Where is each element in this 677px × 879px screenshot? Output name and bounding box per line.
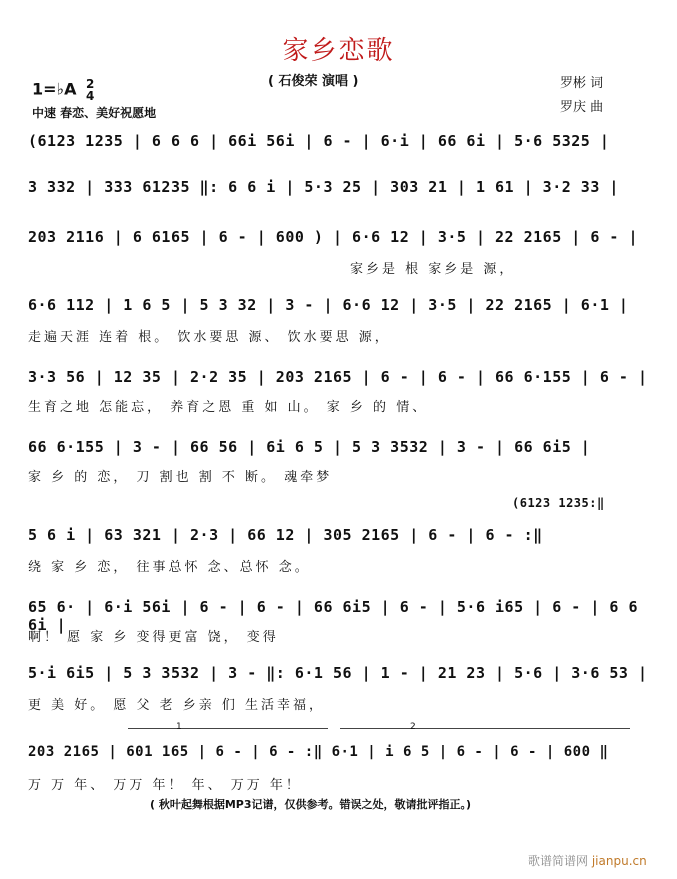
lyricist-credit: 罗彬 词 <box>560 76 604 91</box>
score-row-4-notes: 6·6 112 | 1 6 5 | 5 3 32 | 3 - | 6·6 12 | 3·5 | 22 2165 | 6·1 | <box>28 296 629 314</box>
score-row-9-lyrics: 啊！ 愿 家 乡 变得更富 饶， 变得 <box>28 630 279 645</box>
time-signature <box>86 78 94 102</box>
song-title: 家乡恋歌 <box>282 36 395 66</box>
score-row-1-notes: (6123 1235 | 6 6 6 | 66i 56i | 6 - | 6·i | 66 6i | 5·6 5325 | <box>28 132 610 150</box>
watermark <box>528 852 647 869</box>
score-row-6-lyrics: 家 乡 的 恋， 刀 割也 割 不 断。 魂牵梦 <box>28 470 333 485</box>
score-row-3-lyrics: 家乡是 根 家乡是 源， <box>350 262 516 277</box>
time-bottom: 4 <box>86 89 95 103</box>
score-row-7-notes: (6123 1235:‖ <box>512 496 605 510</box>
time-top: 2 <box>86 77 95 91</box>
score-row-11-lyrics: 万 万 年、 万万 年！ 年、 万万 年！ <box>28 778 302 793</box>
score-row-8-lyrics: 绕 家 乡 恋， 往事总怀 念、总怀 念。 <box>28 560 311 575</box>
score-row-2-notes: 3 332 | 333 61235 ‖: 6 6 i | 5·3 25 | 303 21 | 1 61 | 3·2 33 | <box>28 178 619 196</box>
footnote: ( 秋叶起舞根据MP3记谱，仅供参考。错误之处，敬请批评指正。) <box>150 798 472 811</box>
volta-first-number: 1 <box>176 722 182 732</box>
score-row-10-lyrics: 更 美 好。 愿 父 老 乡亲 们 生活幸福， <box>28 698 326 713</box>
score-row-5-lyrics: 生育之地 怎能忘， 养育之恩 重 如 山。 家 乡 的 情、 <box>28 400 429 415</box>
score-row-9-notes: 65 6· | 6·i 56i | 6 - | 6 - | 66 6i5 | 6 - | 5·6 i65 | 6 - | 6 6 6i | <box>28 598 638 634</box>
score-row-10-notes: 5·i 6i5 | 5 3 3532 | 3 - ‖: 6·1 56 | 1 - | 21 23 | 5·6 | 3·6 53 | <box>28 664 648 682</box>
score-row-5-notes: 3·3 56 | 12 35 | 2·2 35 | 203 2165 | 6 - | 6 - | 66 6·155 | 6 - | <box>28 368 648 386</box>
tempo-marking: 中速 春恋、美好祝愿地 <box>32 106 157 120</box>
score-row-6-notes: 66 6·155 | 3 - | 66 56 | 6i 6 5 | 5 3 3532 | 3 - | 66 6i5 | <box>28 438 591 456</box>
watermark-domain: jianpu.cn <box>591 854 647 868</box>
composer-credit: 罗庆 曲 <box>560 100 604 115</box>
singer-credit: ( 石俊荣 演唱 ) <box>268 74 359 89</box>
volta-first-bracket <box>128 728 328 730</box>
volta-second-bracket <box>340 728 630 730</box>
score-row-8-notes: 5 6 i | 63 321 | 2·3 | 66 12 | 305 2165 | 6 - | 6 - :‖ <box>28 526 543 544</box>
key-signature <box>32 78 94 102</box>
score-row-4-lyrics: 走遍天涯 连着 根。 饮水要思 源、 饮水要思 源， <box>28 330 391 345</box>
score-row-11-notes: 203 2165 | 601 165 | 6 - | 6 - :‖ 6·1 | i 6 5 | 6 - | 6 - | 600 ‖ <box>28 744 609 760</box>
key-label: 1=♭A <box>32 79 77 99</box>
volta-second-number: 2 <box>410 722 416 732</box>
watermark-site: 歌谱简谱网 <box>528 854 589 868</box>
score-row-3-notes: 203 2116 | 6 6165 | 6 - | 600 ) | 6·6 12 | 3·5 | 22 2165 | 6 - | <box>28 228 638 246</box>
